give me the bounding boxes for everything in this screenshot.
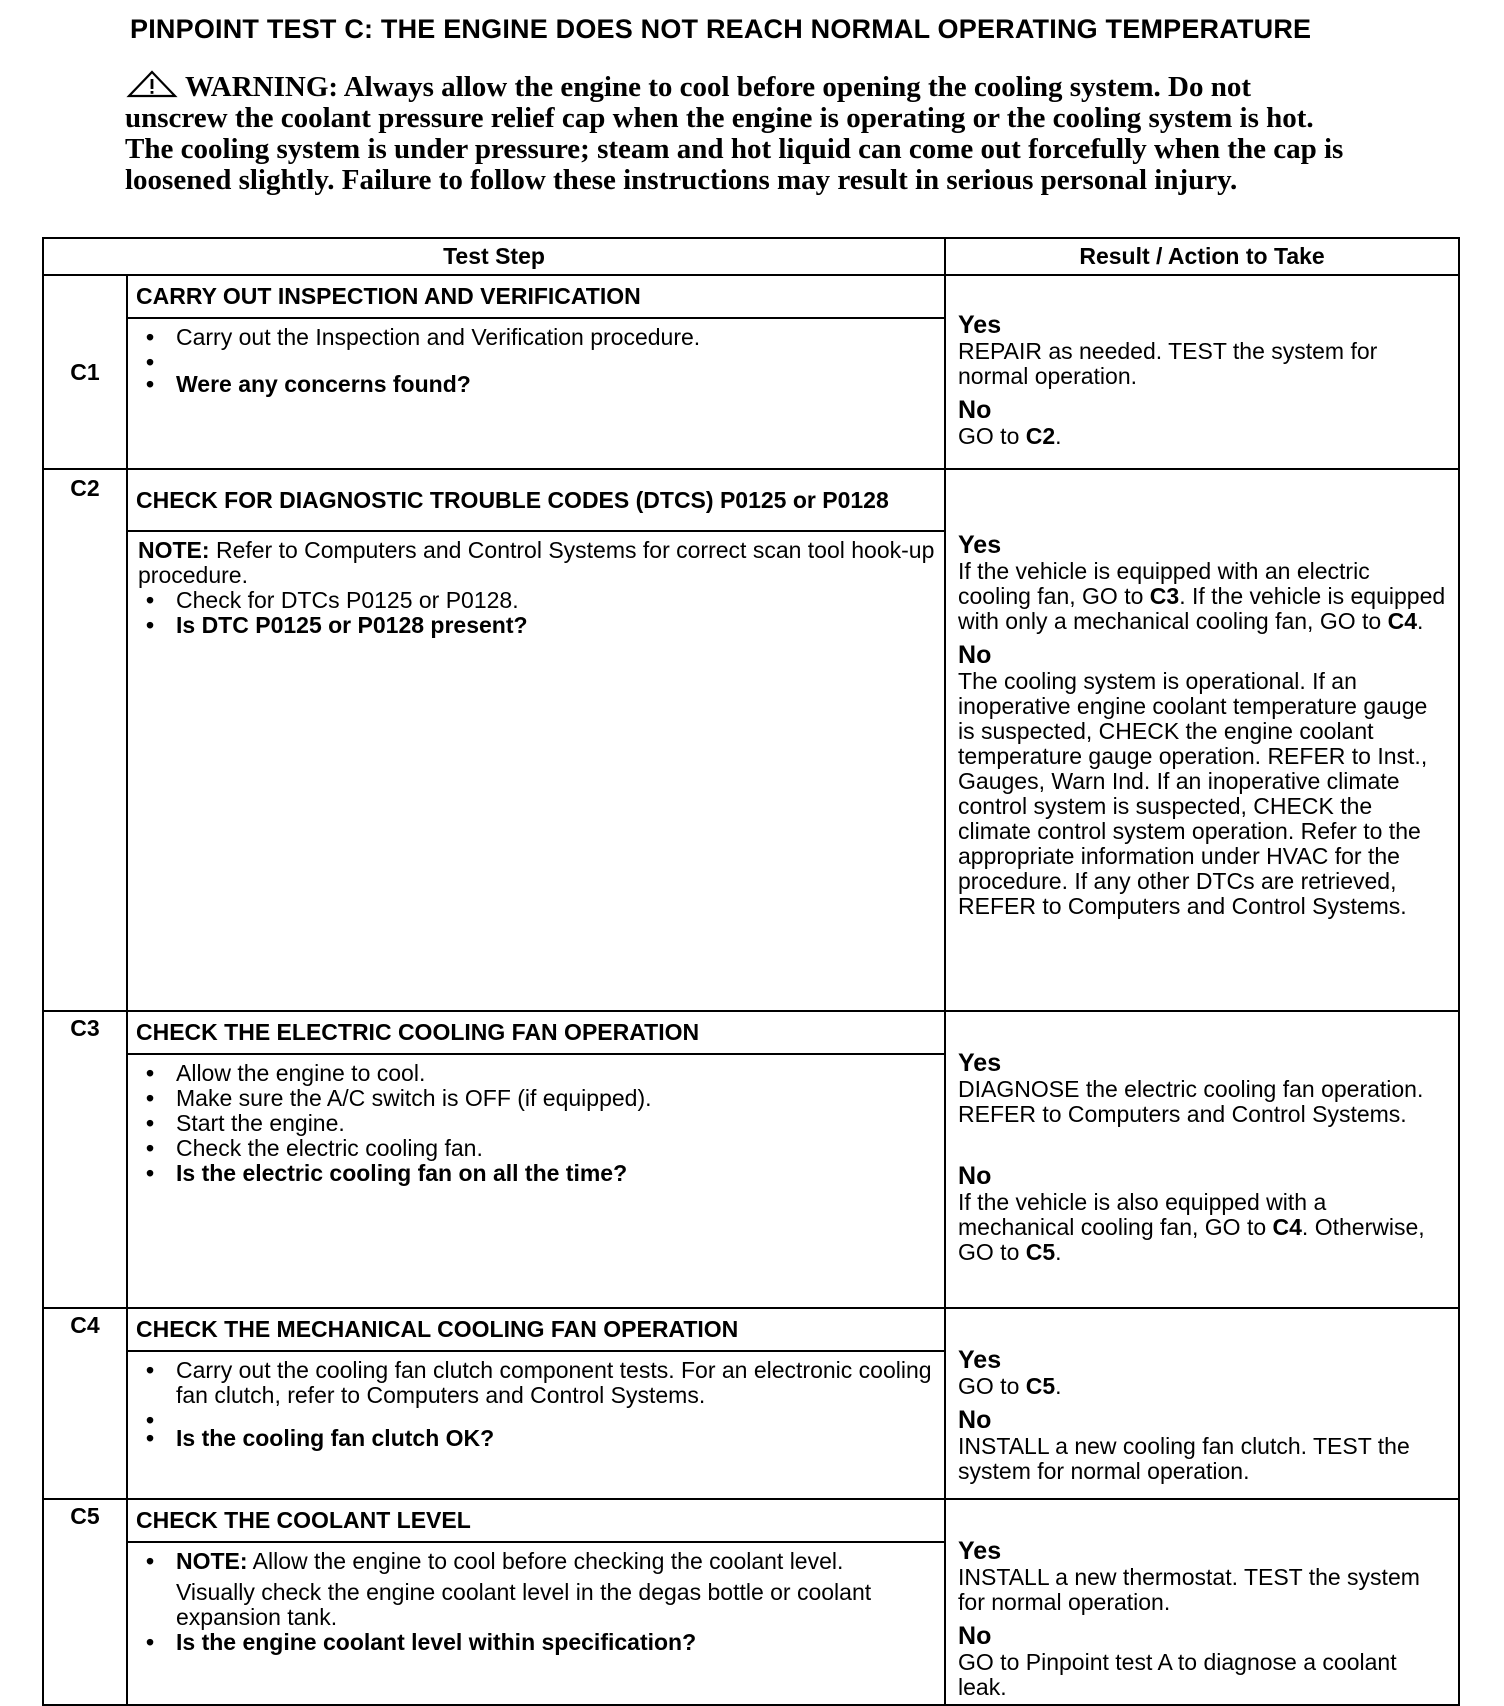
spacer [138, 1408, 936, 1426]
page-title: PINPOINT TEST C: THE ENGINE DOES NOT REACH NORMAL OPERATING TEMPERATURE [130, 14, 1312, 44]
bullet-item: • Allow the engine to cool. [138, 1061, 936, 1086]
yes-label: Yes [958, 531, 1002, 559]
no-text-pre: GO to [958, 423, 1026, 449]
no-text-post: . [1055, 1239, 1062, 1265]
step-heading: CHECK THE MECHANICAL COOLING FAN OPERATION [127, 1308, 945, 1351]
step-body [127, 1351, 945, 1499]
warning-text: WARNING: Always allow the engine to cool before opening the cooling system. Do not unscrew the coolant pressure relief cap when the engine is operating or the cooling system is hot. The cooling system is under pressure; steam and hot liquid can come out forcefully when the cap is loosened slightly. Failure to follow these instructions may result in serious personal injury. [125, 71, 1344, 196]
step-id [43, 1308, 127, 1499]
step-c2-result [945, 469, 1459, 1011]
note-item [138, 1549, 936, 1574]
no-label: No [958, 1622, 992, 1650]
step-ref: C4 [1387, 608, 1417, 634]
step-heading: CHECK FOR DIAGNOSTIC TROUBLE CODES (DTCS) P0125 or P0128 [127, 469, 945, 531]
yes-text-pre: GO to [958, 1373, 1026, 1399]
header-test-step: Test Step [43, 238, 945, 275]
bullet-item: • Carry out the Inspection and Verification procedure. [138, 325, 936, 350]
warning-triangle-icon [125, 70, 179, 98]
step-c1-result [945, 275, 1459, 469]
instruction-text: Visually check the engine coolant level in the degas bottle or coolant expansion tank. [176, 1579, 872, 1630]
note-line [138, 538, 936, 588]
step-heading: CHECK THE COOLANT LEVEL [127, 1499, 945, 1542]
bullet-item: • Check for DTCs P0125 or P0128. [138, 588, 936, 613]
step-ref: C4 [1272, 1214, 1302, 1240]
no-text-post: . [1055, 423, 1062, 449]
warning-block [125, 70, 1350, 196]
step-id [43, 275, 127, 469]
no-text: INSTALL a new cooling fan clutch. TEST the system for normal operation. [958, 1433, 1410, 1484]
no-label: No [958, 1162, 992, 1190]
step-c5-result [945, 1499, 1459, 1705]
note-label: NOTE: [176, 1548, 248, 1574]
yes-text-pre: If the vehicle is equipped with an electric cooling fan, GO to [958, 558, 1370, 609]
step-c1-header-row [43, 275, 1459, 318]
question-item: • Is the electric cooling fan on all the time? [138, 1161, 936, 1186]
yes-text: INSTALL a new thermostat. TEST the system for normal operation. [958, 1564, 1420, 1615]
no-text: GO to Pinpoint test A to diagnose a coolant leak. [958, 1649, 1397, 1700]
note-label: NOTE: [138, 537, 210, 563]
step-heading: CARRY OUT INSPECTION AND VERIFICATION [127, 275, 945, 318]
step-ref: C5 [1025, 1239, 1056, 1265]
bullet-item: • Make sure the A/C switch is OFF (if equipped). [138, 1086, 936, 1111]
step-ref: C5 [1025, 1373, 1056, 1399]
no-text-pre: If the vehicle is also equipped with a mechanical cooling fan, GO to [958, 1189, 1327, 1240]
step-body [127, 1054, 945, 1308]
pinpoint-test-table [42, 237, 1460, 1706]
step-c5-header-row [43, 1499, 1459, 1542]
step-id [43, 1499, 127, 1705]
step-body [127, 1542, 945, 1705]
no-text: The cooling system is operational. If an inoperative engine coolant temperature gauge is suspected, CHECK the engine coolant temperature gauge operation. REFER to Inst., Gauges, Warn Ind. If an inoperative climate control system is suspected, CHECK the climate control system operation. Refer to the appropriate information under HVAC for the procedure. If any other DTCs are retrieved, REFER to Computers and Control Systems. [958, 668, 1428, 919]
step-id [43, 469, 127, 1011]
yes-text-mid: . If the vehicle is equipped with only a mechanical cooling fan, GO to [958, 583, 1446, 634]
yes-text-post: . [1416, 608, 1424, 634]
step-id-text: C1 [70, 358, 100, 385]
step-id-text: C2 [70, 475, 100, 501]
step-id [43, 1011, 127, 1308]
question-item: • Is the engine coolant level within specification? [138, 1630, 936, 1655]
bullet-item: • Carry out the cooling fan clutch component tests. For an electronic cooling fan clutch, refer to Computers and Control Systems. [138, 1358, 936, 1408]
step-c3-result [945, 1011, 1459, 1308]
question-item: • Were any concerns found? [138, 372, 936, 397]
no-text-mid: . Otherwise, GO to [958, 1214, 1425, 1265]
step-id-text: C4 [70, 1312, 100, 1338]
no-label: No [958, 396, 992, 424]
yes-label: Yes [958, 1346, 1002, 1374]
no-text [958, 1190, 1448, 1265]
yes-label: Yes [958, 311, 1002, 339]
no-text [958, 424, 1448, 449]
step-c4-result [945, 1308, 1459, 1499]
question-item: • Is DTC P0125 or P0128 present? [138, 613, 936, 638]
bullet-item: • Start the engine. [138, 1111, 936, 1136]
step-heading: CHECK THE ELECTRIC COOLING FAN OPERATION [127, 1011, 945, 1054]
header-result: Result / Action to Take [945, 238, 1459, 275]
yes-label: Yes [958, 1049, 1002, 1077]
yes-text: DIAGNOSE the electric cooling fan operation. REFER to Computers and Control Systems. [958, 1076, 1424, 1127]
step-c4-header-row [43, 1308, 1459, 1351]
step-ref: C3 [1149, 583, 1180, 609]
step-ref: C2 [1025, 423, 1056, 449]
step-body [127, 318, 945, 469]
no-label: No [958, 641, 992, 669]
no-label: No [958, 1406, 992, 1434]
spacer [138, 350, 936, 372]
note-text: Allow the engine to cool before checking the coolant level. [247, 1548, 844, 1574]
yes-text-post: . [1055, 1373, 1062, 1399]
yes-text [958, 559, 1448, 634]
yes-text [958, 1374, 1448, 1399]
step-c2-header-row [43, 469, 1459, 531]
step-body [127, 531, 945, 1011]
note-text: Refer to Computers and Control Systems for correct scan tool hook-up procedure. [138, 537, 935, 588]
yes-text: REPAIR as needed. TEST the system for normal operation. [958, 338, 1378, 389]
bullet-item: • Check the electric cooling fan. [138, 1136, 936, 1161]
yes-label: Yes [958, 1537, 1002, 1565]
step-id-text: C5 [70, 1503, 100, 1529]
step-id-text: C3 [70, 1015, 100, 1041]
question-item: • Is the cooling fan clutch OK? [138, 1426, 936, 1451]
step-c3-header-row [43, 1011, 1459, 1054]
